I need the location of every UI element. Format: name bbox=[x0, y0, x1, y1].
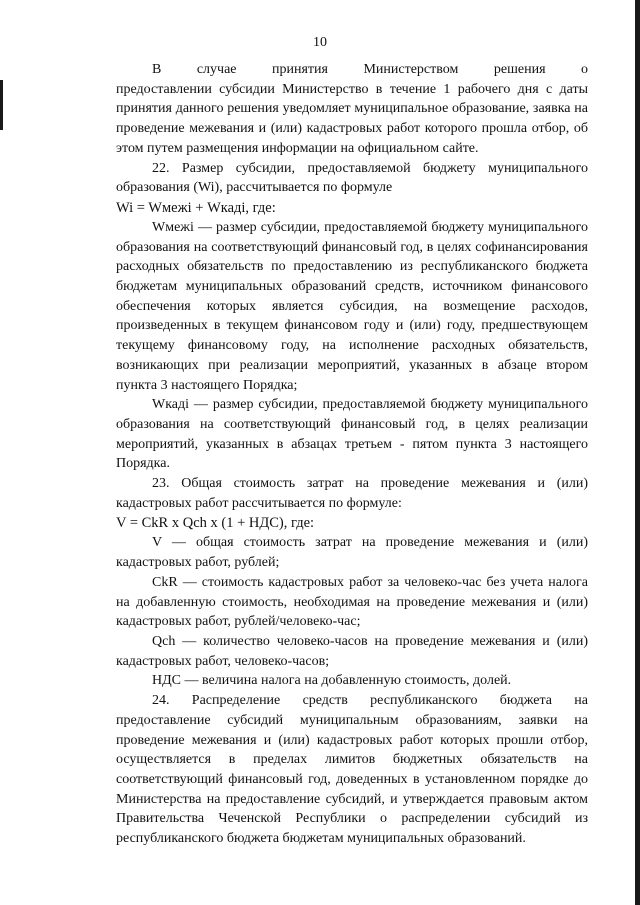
paragraph-wkad: Wкаді — размер субсидии, предоставляемой бюджету муниципального образования на соответствующий финансовый год, в целях реализации мероприятий, указанных в абзацах третьем - пятом пункта 3 настоящего Порядка. bbox=[116, 397, 588, 472]
paragraph-22: 22. Размер субсидии, предоставляемой бюджету муниципального образования (Wi), рассчитывается по формуле bbox=[116, 160, 588, 196]
scan-edge-right bbox=[635, 0, 640, 905]
paragraph-wmezh: Wмежі — размер субсидии, предоставляемой бюджету муниципального образования на соответствующий финансовый год, в целях софинансирования расходных обязательств по предоставлению из республиканского бюджета бюджетам муниципальных образований средств, источником финансового обеспечения которых является субсидия, на возмещение расходов, произведенных в текущем финансовом году и (или) году, предшествующем текущему финансовому году, на исполнение расходных обязательств, возникающих при реализации мероприятий, указанных в абзаце втором пункта 3 настоящего Порядка; bbox=[116, 219, 588, 393]
paragraph-nds-def: НДС — величина налога на добавленную стоимость, долей. bbox=[152, 673, 512, 689]
document-body bbox=[116, 60, 588, 849]
scan-edge-left bbox=[0, 80, 3, 130]
paragraph-23: 23. Общая стоимость затрат на проведение межевания и (или) кадастровых работ рассчитывается по формуле: bbox=[116, 476, 588, 511]
paragraph-intro: предоставлении субсидии Министерство в течение 1 рабочего дня с даты принятия данного решения уведомляет муниципальное образование, заявка на проведение межевания и (или) кадастровых работ которого прошла отбор, об этом путем размещения информации на официальном сайте. bbox=[116, 81, 588, 156]
paragraph-qch-def: Qch — количество человеко-часов на проведение межевания и (или) кадастровых работ, человеко-часов; bbox=[116, 633, 588, 669]
paragraph-ckr-def: CkR — стоимость кадастровых работ за человеко-час без учета налога на добавленную стоимость, необходимая на проведение межевания и (или) кадастровых работ, рублей/человеко-час; bbox=[116, 574, 588, 630]
formula-wi: Wi = Wмежі + Wкаді, где: bbox=[116, 199, 276, 216]
paragraph-intro-line: В случае принятия Министерством решения о bbox=[152, 62, 588, 77]
paragraph-24: 24. Распределение средств республиканского бюджета на предоставление субсидий муниципальным образованиям, заявки на проведение межевания и (или) кадастровых работ которых прошли отбор, осуществляется в пределах лимитов бюджетных обязательств на соответствующий финансовый год, доведенных в установленном порядке до Министерства на предоставление субсидий, и утверждается правовым актом Правительства Чеченской Республики о распределении субсидий из республиканского бюджета бюджетам муниципальных образований. bbox=[116, 693, 588, 847]
page-number: 10 bbox=[313, 35, 327, 50]
paragraph-v-def: V — общая стоимость затрат на проведение межевания и (или) кадастровых работ, рублей; bbox=[116, 535, 588, 571]
formula-v: V = CkR x Qch x (1 + НДС), где: bbox=[116, 515, 315, 532]
